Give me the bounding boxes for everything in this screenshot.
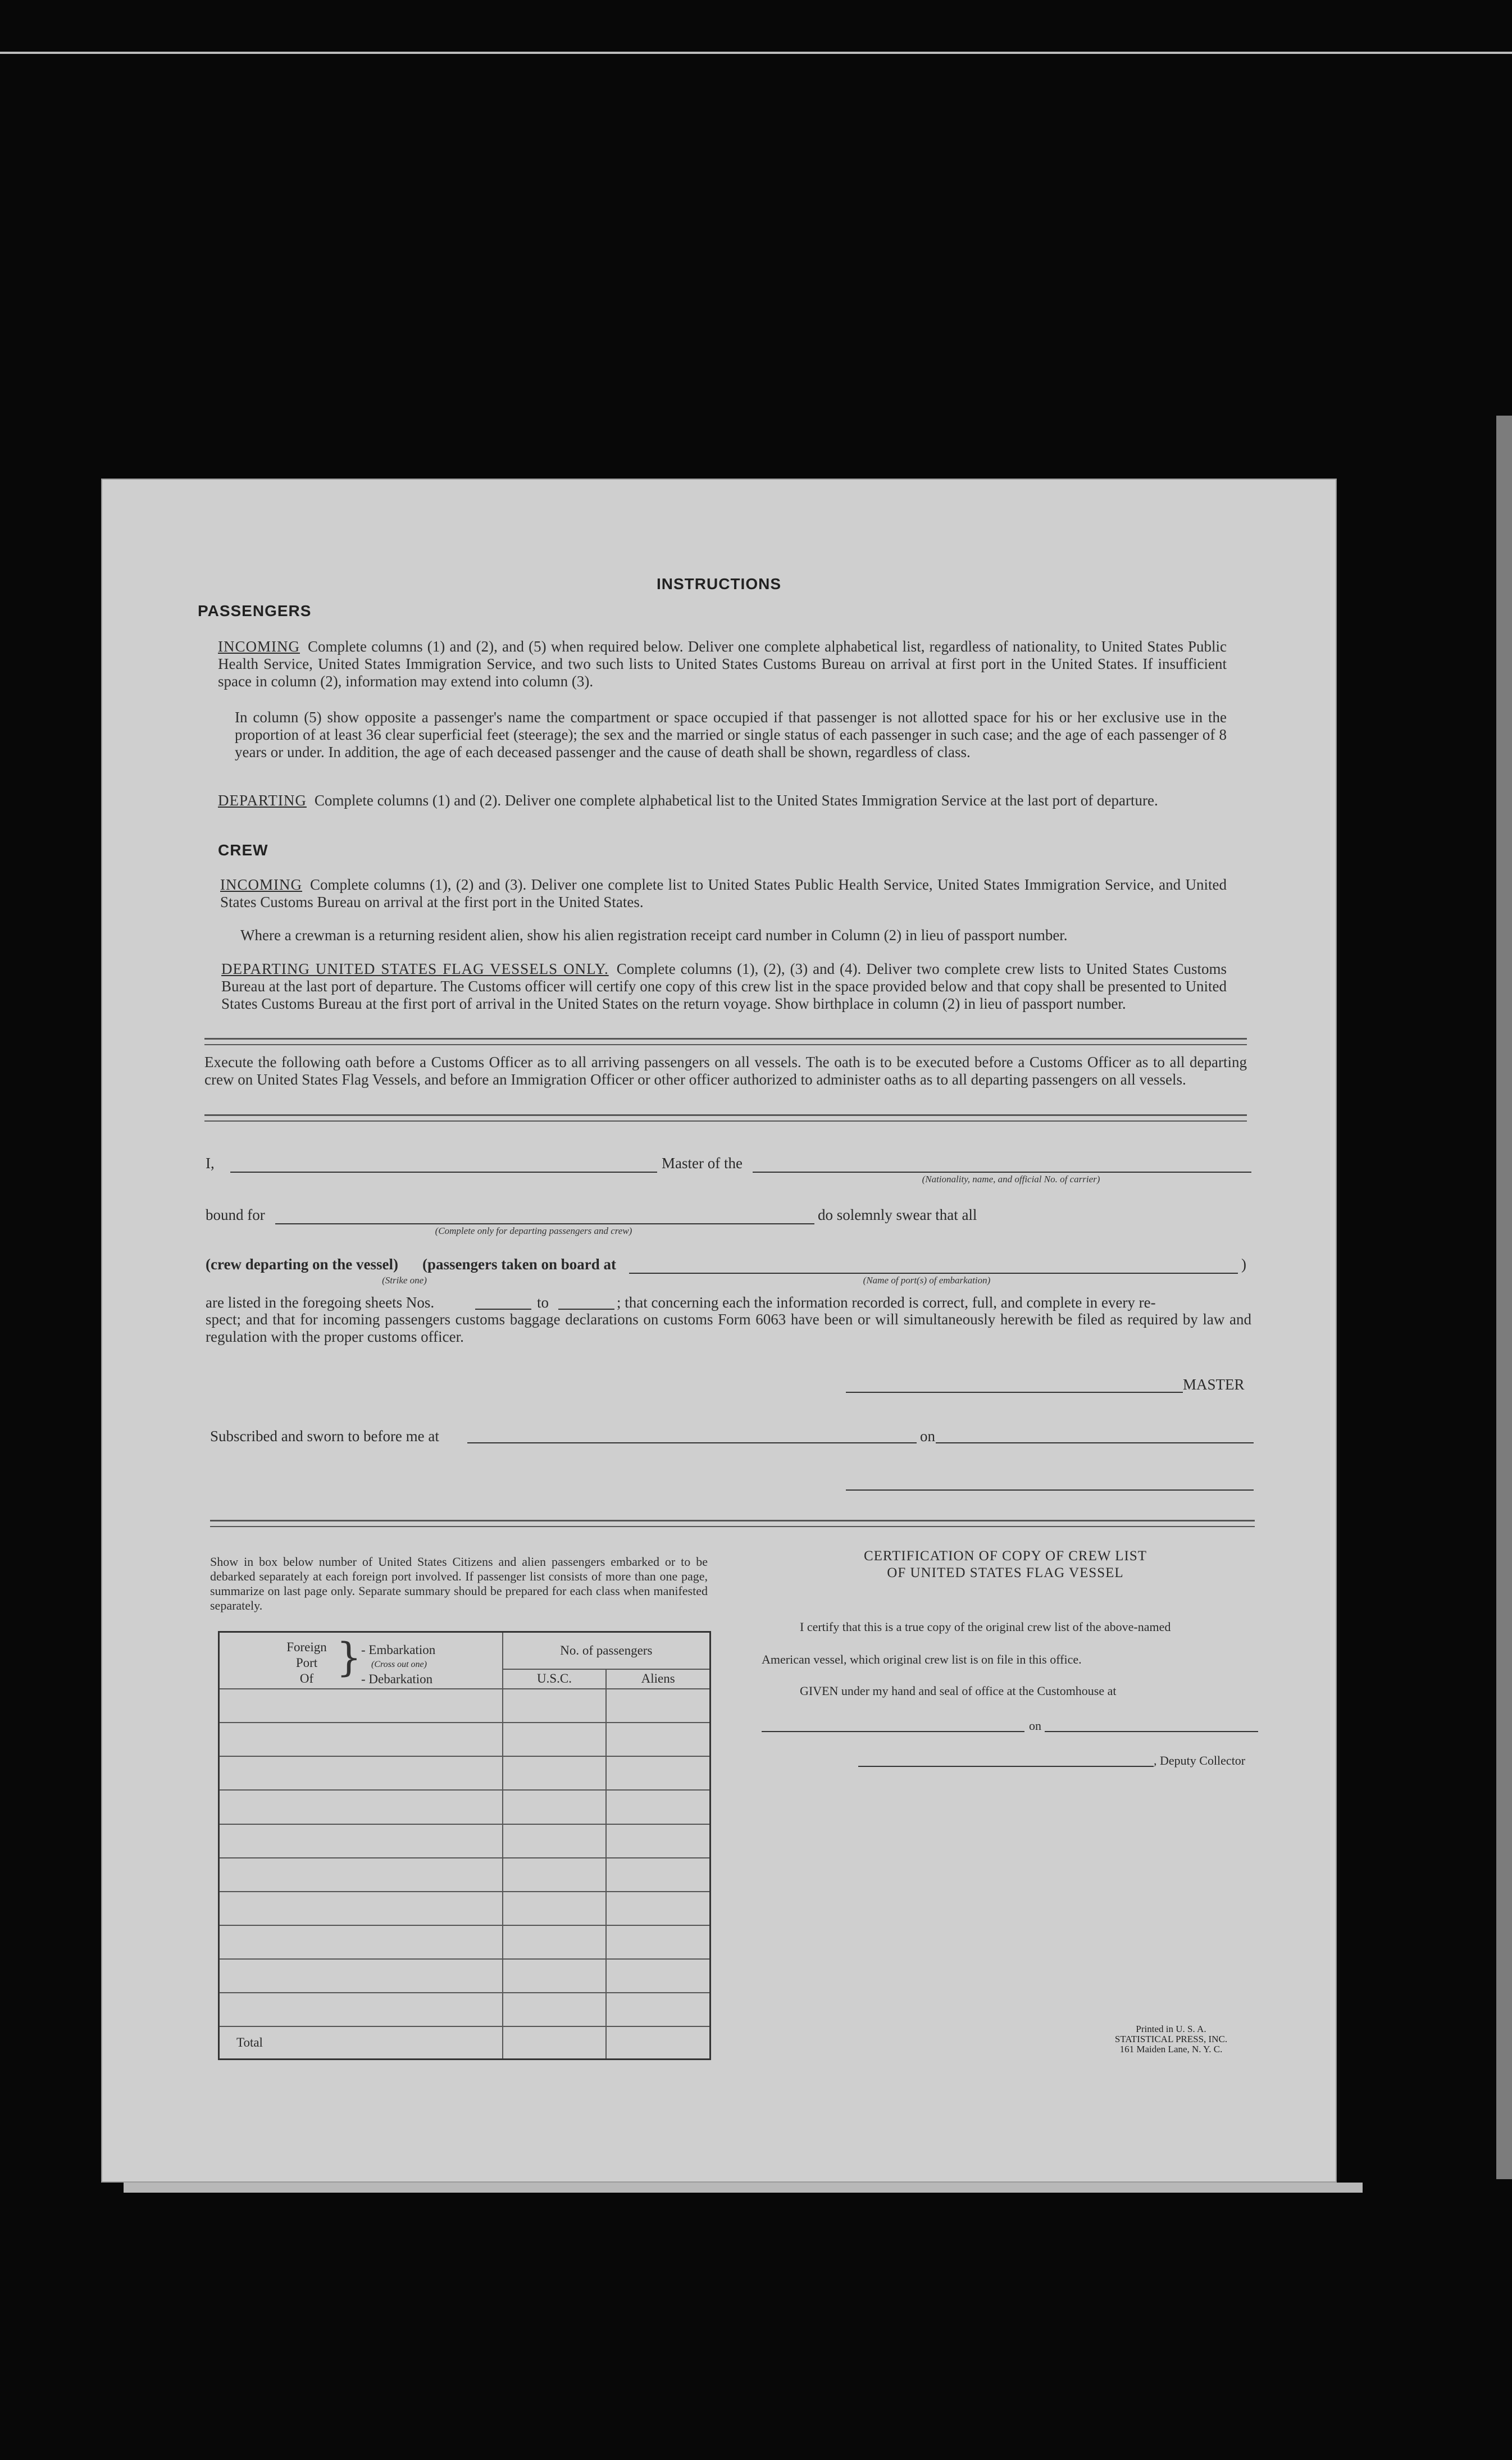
crew-heading: CREW xyxy=(218,841,268,859)
carrier-note: (Nationality, name, and official No. of carrier) xyxy=(922,1174,1100,1185)
port-cell[interactable] xyxy=(219,1824,503,1858)
crew-resident-paragraph: Where a crewman is a returning resident alien, show his alien registration receipt card number in Column (2) in lieu of passport number. xyxy=(240,927,1068,944)
master-label: MASTER xyxy=(1183,1376,1245,1393)
table-row xyxy=(219,1892,711,1925)
listed-text-continued: ; that concerning each the information recorded is correct, full, and complete in every re- xyxy=(617,1294,1156,1311)
passengers-column5-paragraph: In column (5) show opposite a passenger's name the compartment or space occupied if that passenger is not allotted space for his or her exclusive use in the proportion of at least 36 clear superficial feet (steerage); the sex and the married or single status of each passenger in such case; and the age of each passenger of 8 years or under. In addition, the age of each deceased passenger and the cause of death shall be shown, regardless of class. xyxy=(235,709,1227,760)
aliens-cell[interactable] xyxy=(606,1756,710,1790)
port-cell[interactable] xyxy=(219,1959,503,1993)
summary-header-row xyxy=(219,1632,711,1669)
bound-for-field[interactable] xyxy=(275,1223,814,1224)
table-row xyxy=(219,1959,711,1993)
certification-title-line1: CERTIFICATION OF COPY OF CREW LIST xyxy=(863,1548,1147,1564)
of-label: Of xyxy=(299,1671,314,1685)
table-row xyxy=(219,1824,711,1858)
subscribed-label: Subscribed and sworn to before me at xyxy=(210,1428,439,1445)
master-name-field[interactable] xyxy=(230,1172,657,1173)
crew-departing-paragraph xyxy=(221,960,1227,1013)
usc-cell[interactable] xyxy=(503,1824,607,1858)
debarkation-label: - Debarkation xyxy=(361,1672,433,1686)
passengers-incoming-lead: INCOMING xyxy=(218,638,300,655)
bound-for-note: (Complete only for departing passengers and crew) xyxy=(435,1226,632,1236)
swear-text: do solemnly swear that all xyxy=(818,1206,977,1223)
summary-body xyxy=(219,1689,711,2026)
strike-one-note: (Strike one) xyxy=(382,1275,427,1286)
port-cell[interactable] xyxy=(219,1723,503,1756)
listed-text-remainder: spect; and that for incoming passengers customs baggage declarations on customs Form 6063 have been or will simultaneously herewith be filed as required by law and regulation with the proper customs officer. xyxy=(206,1311,1251,1345)
to-label: to xyxy=(537,1294,549,1311)
certification-on-label: on xyxy=(1029,1719,1041,1733)
port-note: (Name of port(s) of embarkation) xyxy=(863,1275,991,1286)
table-row xyxy=(219,1756,711,1790)
imprint-line1: Printed in U. S. A. xyxy=(1136,2024,1206,2034)
customhouse-location-field[interactable] xyxy=(762,1731,1024,1732)
deputy-signature-field[interactable] xyxy=(858,1766,1154,1767)
passengers-incoming-text: Complete columns (1) and (2), and (5) when required below. Deliver one complete alphabetical list, regardless of nationality, to United States Public Health Service, United States Immigration Service, and two such lists to United States Customs Bureau on arrival at first port in the United States. If insufficient space in column (2), information may extend into column (3). xyxy=(218,638,1227,690)
section-divider-2 xyxy=(204,1114,1247,1122)
imprint-line2: STATISTICAL PRESS, INC. xyxy=(1114,2034,1228,2044)
passengers-departing-text: Complete columns (1) and (2). Deliver one complete alphabetical list to the United States Immigration Service at the last port of departure. xyxy=(314,792,1158,809)
oath-instruction-paragraph: Execute the following oath before a Customs Officer as to all arriving passengers on all vessels. The oath is to be executed before a Customs Officer as to all departing crew on United States Flag Vessels, and before an Immigration Officer or other officer authorized to administer oaths as to all departing passengers on all vessels. xyxy=(204,1054,1247,1088)
sheet-to-field[interactable] xyxy=(558,1309,614,1310)
master-of-the-label: Master of the xyxy=(662,1155,743,1172)
sworn-date-field[interactable] xyxy=(936,1442,1254,1443)
summary-total-row xyxy=(219,2026,711,2059)
total-aliens-cell[interactable] xyxy=(606,2026,710,2059)
closing-paren: ) xyxy=(1241,1256,1246,1273)
brace-glyph: } xyxy=(336,1634,362,1680)
printer-imprint xyxy=(1078,2024,1264,2054)
sheet-from-field[interactable] xyxy=(475,1309,531,1310)
usc-header: U.S.C. xyxy=(503,1669,607,1689)
passengers-departing-paragraph xyxy=(218,792,1227,809)
passengers-incoming-paragraph xyxy=(218,638,1227,690)
usc-cell[interactable] xyxy=(503,1858,607,1892)
port-header-cell xyxy=(219,1632,503,1689)
aliens-cell[interactable] xyxy=(606,1790,710,1824)
embarkation-port-field[interactable] xyxy=(629,1273,1238,1274)
crew-incoming-text: Complete columns (1), (2) and (3). Deliver one complete list to United States Public Health Service, United States Immigration Service, and United States Customs Bureau on arrival at the first port in the United States. xyxy=(220,876,1227,910)
officer-signature-field[interactable] xyxy=(846,1489,1254,1491)
passengers-departing-lead: DEPARTING xyxy=(218,792,307,809)
certify-line-1: I certify that this is a true copy of the original crew list of the above-named xyxy=(800,1620,1171,1634)
port-cell[interactable] xyxy=(219,1993,503,2026)
section-divider-3 xyxy=(210,1520,1255,1527)
port-label: Port xyxy=(295,1656,318,1670)
crew-departing-lead: DEPARTING UNITED STATES FLAG VESSELS ONLY. xyxy=(221,960,609,977)
usc-cell[interactable] xyxy=(503,1790,607,1824)
port-cell[interactable] xyxy=(219,1756,503,1790)
crew-incoming-lead: INCOMING xyxy=(220,876,302,893)
usc-cell[interactable] xyxy=(503,1723,607,1756)
summary-instructions: Show in box below number of United States Citizens and alien passengers embarked or to be debarked separately at each foreign port involved. If passenger list consists of more than one page, summarize on last page only. Separate summary should be prepared for each class when manifested separately. xyxy=(210,1555,708,1612)
table-row xyxy=(219,1993,711,2026)
certification-date-field[interactable] xyxy=(1045,1731,1258,1732)
aliens-cell[interactable] xyxy=(606,1993,710,2026)
table-row xyxy=(219,1925,711,1959)
port-cell[interactable] xyxy=(219,1689,503,1723)
no-of-passengers-header: No. of passengers xyxy=(503,1632,711,1669)
crew-departing-option: (crew departing on the vessel) xyxy=(206,1256,398,1273)
certification-title-line2: OF UNITED STATES FLAG VESSEL xyxy=(887,1565,1124,1580)
aliens-cell[interactable] xyxy=(606,1858,710,1892)
crew-incoming-paragraph xyxy=(220,876,1227,911)
oath-i-label: I, xyxy=(206,1155,215,1172)
aliens-cell[interactable] xyxy=(606,1723,710,1756)
usc-cell[interactable] xyxy=(503,1959,607,1993)
total-usc-cell[interactable] xyxy=(503,2026,607,2059)
usc-cell[interactable] xyxy=(503,1756,607,1790)
foreign-label: Foreign xyxy=(286,1640,327,1654)
section-divider-1 xyxy=(204,1038,1247,1045)
port-cell[interactable] xyxy=(219,1892,503,1925)
carrier-field[interactable] xyxy=(753,1172,1251,1173)
aliens-cell[interactable] xyxy=(606,1824,710,1858)
sworn-on-label: on xyxy=(920,1428,935,1445)
film-top-rule xyxy=(0,52,1512,54)
table-row xyxy=(219,1790,711,1824)
passenger-summary-table xyxy=(218,1631,711,2060)
table-row xyxy=(219,1689,711,1723)
port-cell[interactable] xyxy=(219,1790,503,1824)
passengers-taken-option: (passengers taken on board at xyxy=(422,1256,617,1273)
aliens-cell[interactable] xyxy=(606,1689,710,1723)
port-cell[interactable] xyxy=(219,1925,503,1959)
master-signature-field[interactable] xyxy=(846,1392,1183,1393)
listed-sheets-label: are listed in the foregoing sheets Nos. xyxy=(206,1294,435,1311)
port-cell[interactable] xyxy=(219,1858,503,1892)
cross-out-note: (Cross out one) xyxy=(371,1660,427,1669)
aliens-cell[interactable] xyxy=(606,1959,710,1993)
given-line: GIVEN under my hand and seal of office at the Customhouse at xyxy=(800,1684,1117,1698)
usc-cell[interactable] xyxy=(503,1993,607,2026)
passengers-heading: PASSENGERS xyxy=(198,602,312,619)
table-row xyxy=(219,1723,711,1756)
crew-departing-text: Complete columns (1), (2), (3) and (4). Deliver two complete crew lists to United States Customs Bureau at the last port of departure. The Customs officer will certify one copy of this crew list in the space provided below and that copy shall be presented to United States Customs Bureau at the first port of arrival in the United States on the return voyage. Show birthplace in column (2) in lieu of passport number. xyxy=(221,960,1227,1012)
bound-for-label: bound for xyxy=(206,1206,265,1223)
page-title: INSTRUCTIONS xyxy=(657,575,781,593)
sworn-location-field[interactable] xyxy=(467,1442,917,1443)
aliens-cell[interactable] xyxy=(606,1925,710,1959)
usc-cell[interactable] xyxy=(503,1925,607,1959)
aliens-header: Aliens xyxy=(606,1669,710,1689)
certify-line-2: American vessel, which original crew list is on file in this office. xyxy=(762,1652,1082,1666)
imprint-line3: 161 Maiden Lane, N. Y. C. xyxy=(1119,2044,1223,2054)
certification-title xyxy=(809,1548,1202,1582)
aliens-cell[interactable] xyxy=(606,1892,710,1925)
usc-cell[interactable] xyxy=(503,1892,607,1925)
embarkation-label: - Embarkation xyxy=(361,1643,436,1657)
usc-cell[interactable] xyxy=(503,1689,607,1723)
total-label: Total xyxy=(219,2026,503,2059)
table-row xyxy=(219,1858,711,1892)
deputy-collector-label: , Deputy Collector xyxy=(1154,1753,1246,1767)
film-edge-strip xyxy=(1496,416,1512,2179)
sheet-shadow-edge xyxy=(124,2183,1363,2193)
